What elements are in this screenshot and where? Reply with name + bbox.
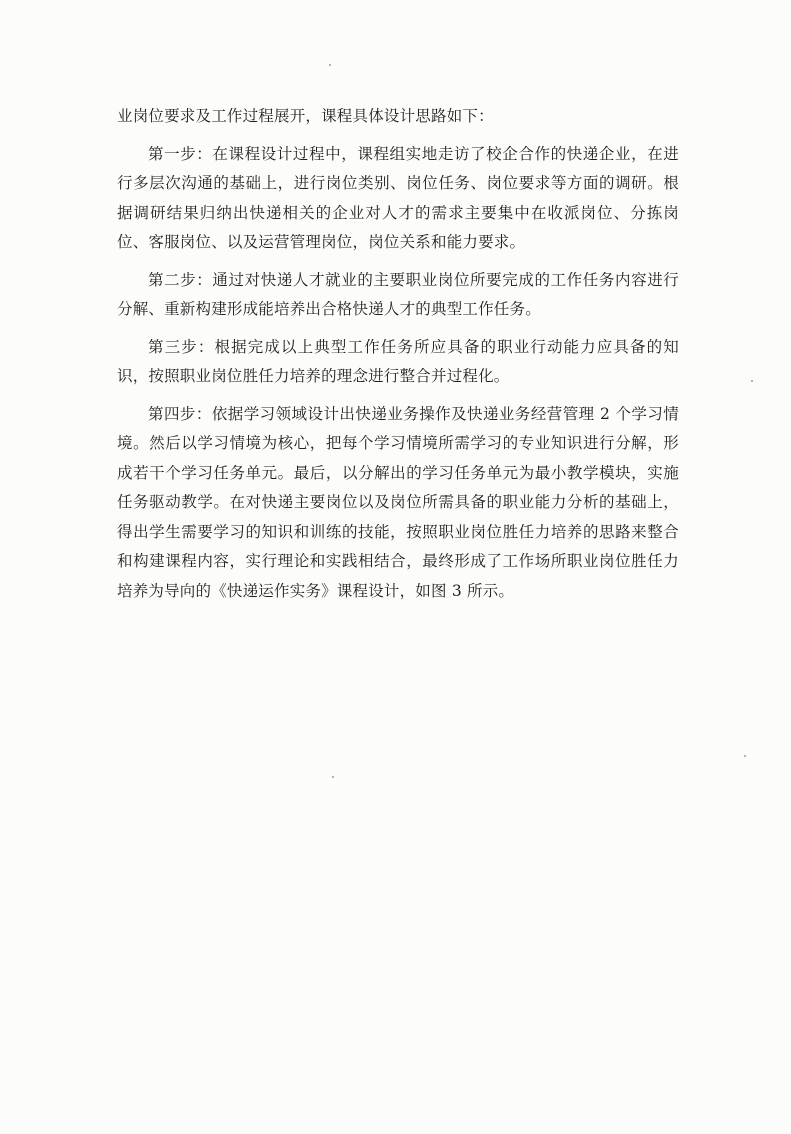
paragraph-step-three: 第三步：根据完成以上典型工作任务所应具备的职业行动能力应具备的知识，按照职业岗位胜任力培养的理念进行整合并过程化。	[117, 337, 679, 385]
paragraph-step-four: 第四步：依据学习领域设计出快递业务操作及快递业务经营管理 2 个学习情境。然后以学习情境为核心，把每个学习情境所需学习的专业知识进行分解，形成若干个学习任务单元。最后，以分解出的学习任务单元为最小教学模块，实施任务驱动教学。在对快递主要岗位以及岗位所需具备的职业能力分析的基础上，得出学生需要学习的知识和训练的技能，按照职业岗位胜任力培养的思路来整合和构建课程内容，实行理论和实践相结合，最终形成了工作场所职业岗位胜任力培养为导向的《快递运作实务》课程设计，如图 3 所示。	[117, 404, 679, 600]
paragraph-step-one: 第一步：在课程设计过程中，课程组实地走访了校企合作的快递企业，在进行多层次沟通的基础上，进行岗位类别、岗位任务、岗位要求等方面的调研。根据调研结果归纳出快递相关的企业对人才的需求主要集中在收派岗位、分拣岗位、客服岗位、以及运营管理岗位，岗位关系和能力要求。	[117, 144, 679, 251]
scan-speck	[751, 380, 753, 382]
document-body	[117, 102, 679, 614]
paragraph-continued: 业岗位要求及工作过程展开，课程具体设计思路如下：	[117, 107, 494, 125]
paragraph-step-two: 第二步：通过对快递人才就业的主要职业岗位所要完成的工作任务内容进行分解、重新构建形成能培养出合格快递人才的典型工作任务。	[117, 270, 679, 318]
scan-speck	[329, 64, 331, 66]
scan-speck	[744, 755, 746, 757]
scan-speck	[332, 776, 334, 778]
